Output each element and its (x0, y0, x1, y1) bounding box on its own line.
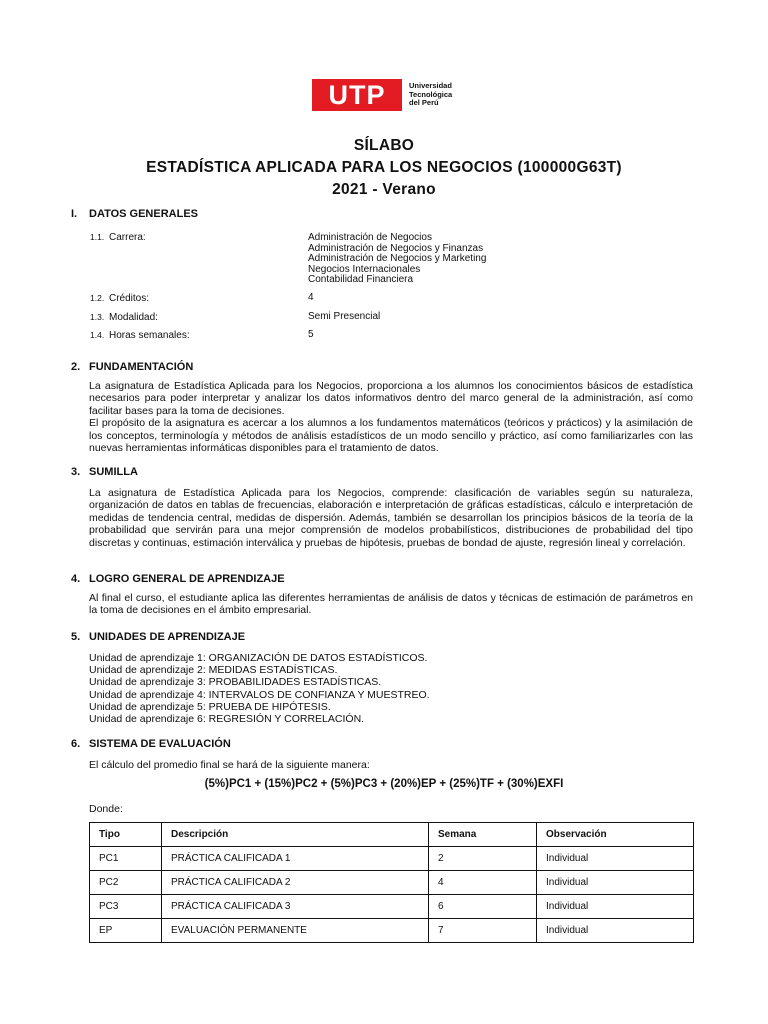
paragraph: La asignatura de Estadística Aplicada para los Negocios, proporciona a los alumnos los conocimientos básicos de estadística necesarios para poder interpretar y analizar los datos informativos dentro del marco general de la administración, así como facilitar bases para la toma de decisiones. (89, 380, 693, 417)
item-label: Modalidad: (109, 312, 158, 323)
fundamentacion-text (89, 380, 693, 454)
document-title (0, 135, 768, 201)
table-cell: 4 (429, 871, 537, 895)
carrera-item: Contabilidad Financiera (308, 274, 414, 286)
table-cell: PC3 (90, 895, 162, 919)
table-row (90, 919, 694, 943)
title-silabo: SÍLABO (353, 137, 415, 154)
section-number: 2. (71, 361, 81, 373)
carrera-item: Administración de Negocios y Marketing (308, 253, 487, 265)
table-cell: Individual (537, 847, 694, 871)
column-header: Observación (537, 823, 694, 847)
evaluation-table (89, 822, 694, 943)
carrera-item: Negocios Internacionales (308, 263, 421, 275)
table-header-row (90, 823, 694, 847)
grading-formula: (5%)PC1 + (15%)PC2 + (5%)PC3 + (20%)EP + (25%)TF + (30%)EXFI (204, 778, 564, 790)
logo-mark: UTP (312, 79, 402, 111)
creditos-value: 4 (308, 292, 314, 303)
column-header: Semana (429, 823, 537, 847)
section-number: 4. (71, 573, 81, 585)
donde-label: Donde: (89, 803, 123, 815)
section-title: SUMILLA (89, 466, 138, 478)
paragraph: El propósito de la asignatura es acercar a los alumnos a los fundamentos matemáticos (teóricos y prácticos) y la asimilación de los conceptos, terminología y métodos de análisis estadísticos de un modo sencillo y práctico, así como familiarizarles con las nuevas herramientas informáticas disponibles para el tratamiento de datos. (89, 417, 693, 455)
item-label: Horas semanales: (109, 330, 190, 341)
list-item: Unidad de aprendizaje 5: PRUEBA DE HIPÓTESIS. (89, 700, 331, 713)
section-number: I. (71, 208, 78, 220)
list-item: Unidad de aprendizaje 4: INTERVALOS DE CONFIANZA Y MUESTREO. (89, 688, 430, 701)
section-number: 3. (71, 466, 81, 478)
table-cell: EVALUACIÓN PERMANENTE (162, 919, 429, 943)
unidades-list (89, 652, 430, 725)
list-item: Unidad de aprendizaje 1: ORGANIZACIÓN DE DATOS ESTADÍSTICOS. (89, 652, 428, 664)
section-number: 5. (71, 631, 81, 643)
table-cell: PRÁCTICA CALIFICADA 3 (162, 895, 429, 919)
carrera-item: Administración de Negocios y Finanzas (308, 242, 484, 254)
sumilla-text: La asignatura de Estadística Aplicada para los Negocios, comprende: clasificación de variables según su naturaleza, organización de datos en tablas de frecuencias, elaboración e interpretación de gráficas estadísticas, cálculo e interpretación de medidas de tendencia central, medidas de dispersión. Además, también se desarrollan los principios básicos de la teoría de la probabilidad que servirán para una mejor comprensión de modelos probabilísticos, distribuciones de probabilidad del tipo discretas y continuas, estimación interválica y pruebas de hipótesis, pruebas de bondad de ajuste, regresión lineal y correlación. (89, 487, 693, 549)
item-number: 1.4. (90, 330, 105, 340)
list-item: Unidad de aprendizaje 3: PROBABILIDADES ESTADÍSTICAS. (89, 676, 382, 689)
section-number: 6. (71, 738, 81, 750)
table-row (90, 895, 694, 919)
table-cell: PRÁCTICA CALIFICADA 1 (162, 847, 429, 871)
table-cell: 2 (429, 847, 537, 871)
horas-value: 5 (308, 329, 314, 340)
horas-label (90, 330, 190, 341)
table-cell: Individual (537, 871, 694, 895)
evaluacion-intro: El cálculo del promedio final se hará de la siguiente manera: (89, 759, 370, 771)
logro-text: Al final el curso, el estudiante aplica las diferentes herramientas de análisis de datos y técnicas de estimación de parámetros en la toma de decisiones en el ámbito empresarial. (89, 592, 693, 617)
carrera-values (308, 233, 486, 286)
table-row (90, 871, 694, 895)
section-heading-datos-generales (71, 208, 198, 220)
section-heading-logro (71, 573, 285, 585)
column-header: Descripción (162, 823, 429, 847)
logo-line: Tecnológica (409, 89, 453, 99)
item-label: Créditos: (109, 293, 150, 304)
modalidad-label (90, 312, 158, 323)
item-number: 1.3. (90, 312, 105, 322)
table-cell: PC1 (90, 847, 162, 871)
list-item: Unidad de aprendizaje 6: REGRESIÓN Y CORRELACIÓN. (89, 713, 365, 726)
table-cell: Individual (537, 895, 694, 919)
section-heading-fundamentacion (71, 361, 193, 373)
table-cell: EP (90, 919, 162, 943)
section-title: DATOS GENERALES (89, 208, 198, 220)
item-label: Carrera: (109, 232, 146, 243)
carrera-label (90, 232, 146, 243)
logo-university-name (409, 82, 452, 108)
table-cell: Individual (537, 919, 694, 943)
utp-logo (312, 78, 452, 112)
section-title: UNIDADES DE APRENDIZAJE (89, 631, 246, 643)
section-title: FUNDAMENTACIÓN (89, 361, 194, 373)
logo-line: del Perú (409, 98, 439, 108)
section-heading-unidades (71, 631, 245, 643)
logo-line: Universidad (409, 81, 452, 91)
table-cell: 6 (429, 895, 537, 919)
list-item: Unidad de aprendizaje 2: MEDIDAS ESTADÍSTICAS. (89, 664, 338, 677)
table-cell: PRÁCTICA CALIFICADA 2 (162, 871, 429, 895)
table-row (90, 847, 694, 871)
creditos-label (90, 293, 149, 304)
modalidad-value: Semi Presencial (308, 311, 381, 322)
title-term: 2021 - Verano (332, 181, 436, 198)
item-number: 1.2. (90, 293, 105, 303)
section-title: LOGRO GENERAL DE APRENDIZAJE (89, 573, 285, 585)
table-cell: 7 (429, 919, 537, 943)
section-title: SISTEMA DE EVALUACIÓN (89, 738, 231, 750)
column-header: Tipo (90, 823, 162, 847)
carrera-item: Administración de Negocios (308, 232, 432, 243)
item-number: 1.1. (90, 232, 105, 242)
title-course: ESTADÍSTICA APLICADA PARA LOS NEGOCIOS (100000G63T) (146, 159, 622, 176)
section-heading-evaluacion (71, 738, 231, 750)
section-heading-sumilla (71, 466, 138, 478)
table-cell: PC2 (90, 871, 162, 895)
